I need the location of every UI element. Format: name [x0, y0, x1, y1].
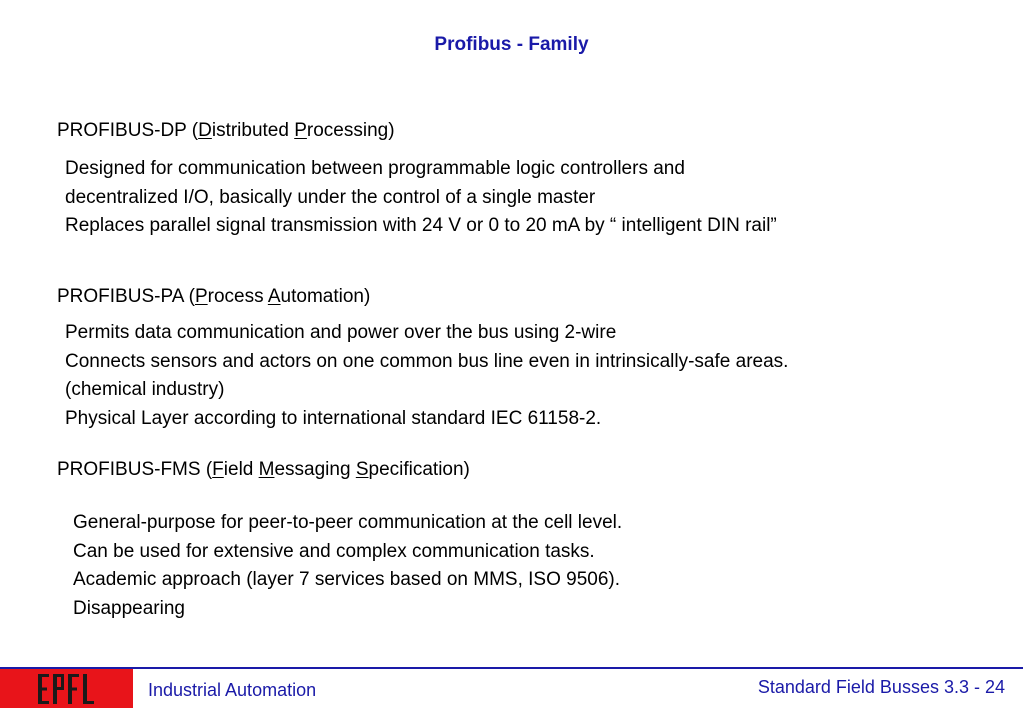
body-line: Disappearing [73, 597, 185, 619]
body-line: Can be used for extensive and complex communication tasks. [73, 540, 595, 562]
epfl-logo [0, 669, 133, 708]
section-body-dp [65, 155, 777, 241]
body-line: (chemical industry) [65, 379, 225, 400]
body-line: General-purpose for peer-to-peer communication at the cell level. [73, 512, 623, 533]
body-line: Permits data communication and power over the bus using 2-wire [65, 322, 617, 343]
section-heading-pa [57, 286, 370, 308]
footer-divider [0, 667, 1023, 669]
heading-word-rest: istributed [211, 120, 295, 141]
heading-word-rest: essaging [274, 459, 356, 480]
section-heading-dp [57, 120, 395, 142]
heading-initial: A [267, 286, 281, 307]
heading-initial: P [194, 286, 208, 307]
heading-word-rest: pecification) [368, 459, 470, 480]
heading-prefix: PROFIBUS-DP ( [57, 120, 199, 141]
section-heading-fms [57, 459, 470, 481]
heading-word-rest: rocess [207, 286, 268, 307]
heading-word-rest: utomation) [280, 286, 371, 307]
footer-course-name: Industrial Automation [148, 680, 317, 700]
body-line: Physical Layer according to international standard IEC 61158-2. [65, 407, 602, 429]
body-line: Designed for communication between programmable logic controllers and [65, 158, 685, 179]
body-line: decentralized I/O, basically under the control of a single master [65, 186, 596, 208]
body-line: Replaces parallel signal transmission with 24 V or 0 to 20 mA by “ intelligent DIN rail” [65, 215, 777, 236]
section-body-pa [65, 319, 788, 433]
heading-initial: S [355, 459, 369, 480]
footer-page-ref: Standard Field Busses 3.3 - 24 [757, 677, 1005, 697]
body-line: Connects sensors and actors on one common bus line even in intrinsically-safe areas. [65, 350, 789, 372]
heading-word-rest: rocessing) [306, 120, 395, 141]
heading-prefix: PROFIBUS-FMS ( [57, 459, 213, 480]
body-line: Academic approach (layer 7 services based on MMS, ISO 9506). [73, 569, 621, 590]
heading-initial: P [294, 120, 307, 141]
heading-word-rest: ield [223, 459, 259, 480]
epfl-logo-icon [36, 672, 98, 706]
section-body-fms [73, 509, 622, 623]
heading-initial: D [198, 120, 212, 141]
heading-initial: F [212, 459, 224, 480]
slide-title: Profibus - Family [434, 34, 589, 55]
heading-prefix: PROFIBUS-PA ( [57, 286, 195, 307]
heading-initial: M [258, 459, 275, 480]
